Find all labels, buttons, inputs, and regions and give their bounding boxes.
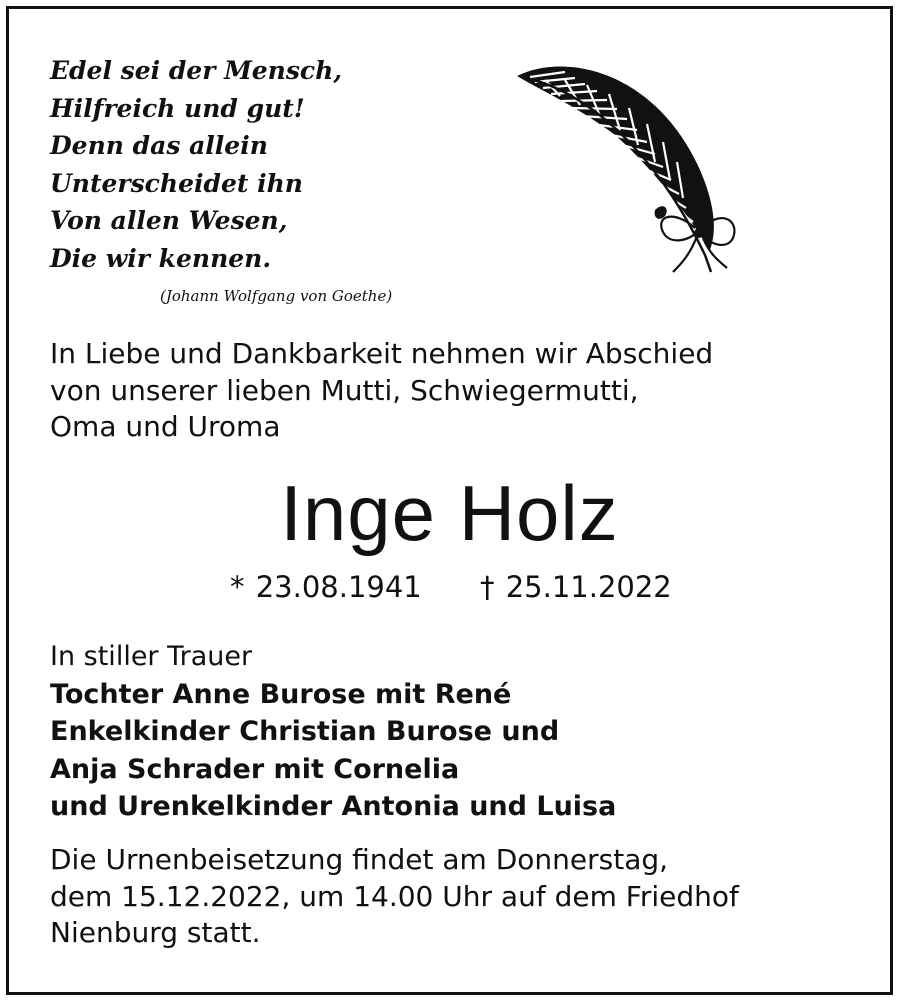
poem-line: Die wir kennen. [50,243,272,273]
poem-line: Unterscheidet ihn [50,168,303,198]
funeral-line: Die Urnenbeisetzung findet am Donnerstag, [50,843,669,876]
mourner-line: Anja Schrader mit Cornelia [50,753,460,785]
poem-line: Von allen Wesen, [50,206,288,235]
birth-date: * 23.08.1941 [230,570,422,604]
life-dates [230,570,672,604]
mourner-line: Tochter Anne Burose mit René [50,678,512,710]
mourner-line: Enkelkinder Christian Burose und [50,716,560,747]
intro-line: Oma und Uroma [50,410,281,443]
mourners-heading: In stiller Trauer [50,641,253,672]
funeral-line: Nienburg statt. [50,916,261,949]
poem-line: Hilfreich und gut! [50,93,305,123]
intro-text [50,336,713,446]
death-date: † 25.11.2022 [480,570,672,604]
funeral-info [50,842,739,952]
deceased-name: Inge Holz [280,469,619,557]
poem-source: (Johann Wolfgang von Goethe) [160,287,393,305]
mourner-line: und Urenkelkinder Antonia und Luisa [50,791,617,822]
goethe-poem [50,52,342,277]
feather-with-ribbon-icon [505,50,750,275]
mourners-section [50,638,616,826]
poem-line: Denn das allein [50,131,268,160]
poem-line: Edel sei der Mensch, [50,56,343,85]
funeral-line: dem 15.12.2022, um 14.00 Uhr auf dem Friedhof [50,879,739,913]
intro-line: In Liebe und Dankbarkeit nehmen wir Abschied [50,337,714,370]
intro-line: von unserer lieben Mutti, Schwiegermutti, [50,373,639,407]
